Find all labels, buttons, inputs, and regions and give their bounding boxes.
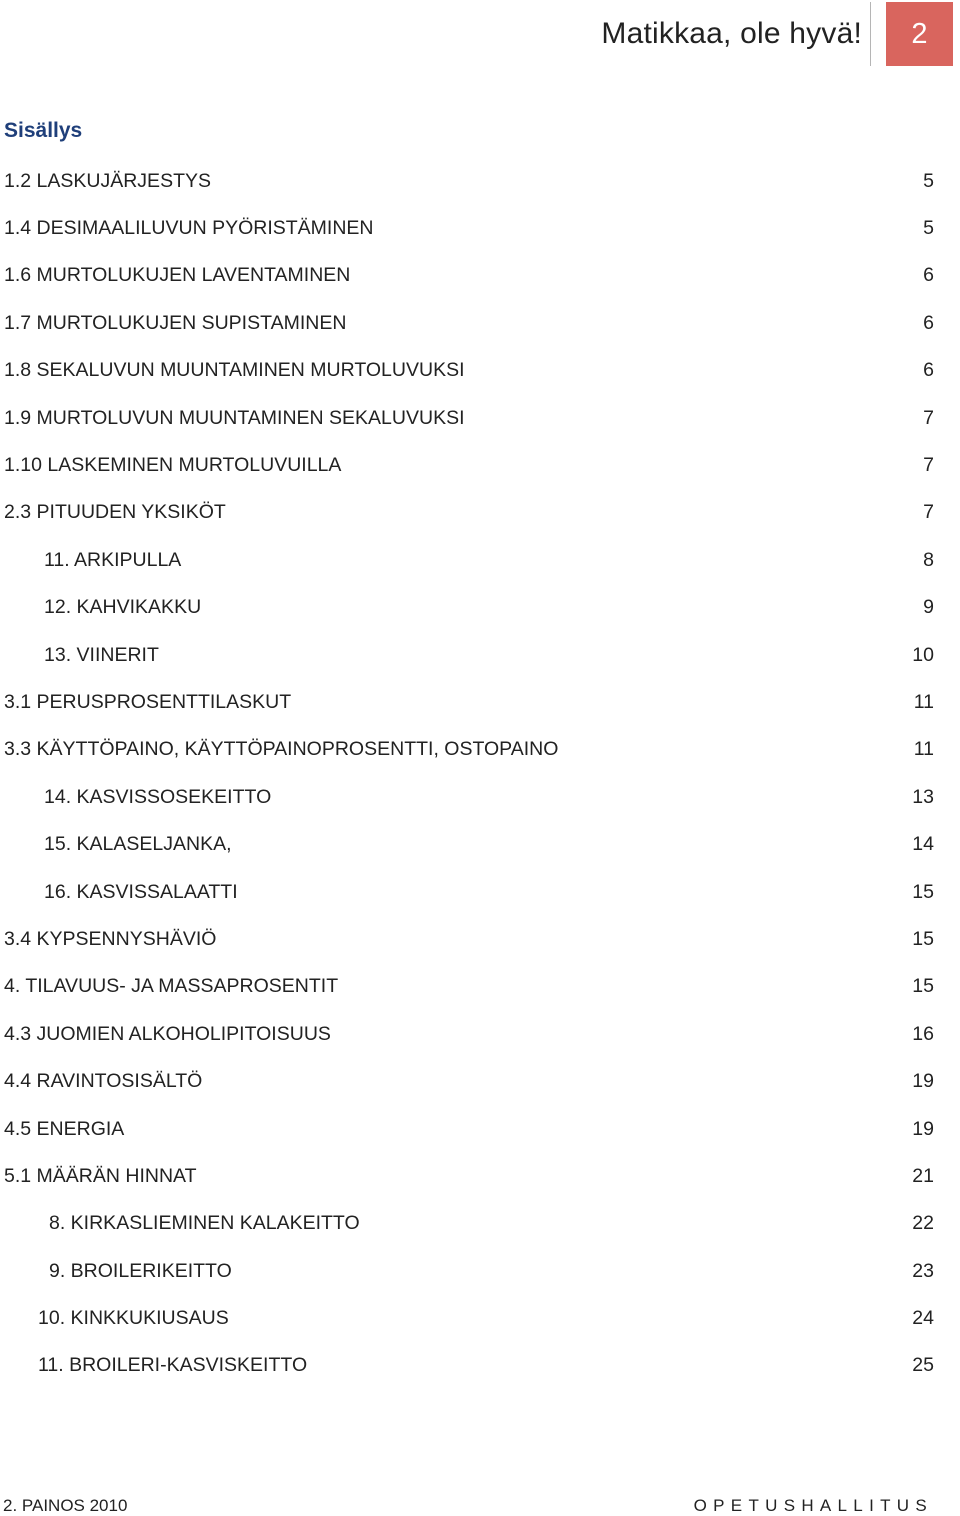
toc-entry-page: 10 — [912, 643, 934, 666]
toc-entry-page: 24 — [912, 1307, 934, 1330]
toc-entry[interactable] — [0, 631, 934, 678]
toc-dot-leader — [183, 549, 920, 571]
toc-entry-page: 7 — [923, 406, 934, 429]
toc-entry-label: 3.1 PERUSPROSENTTILASKUT — [4, 690, 292, 713]
toc-entry-label: 13. VIINERIT — [44, 643, 159, 666]
toc-entry[interactable] — [0, 1247, 934, 1294]
toc-entry-page: 13 — [912, 785, 934, 808]
toc-dot-leader — [352, 264, 920, 286]
toc-entry[interactable] — [0, 773, 934, 820]
toc-dot-leader — [348, 312, 920, 334]
toc-entry-label: 1.8 SEKALUVUN MUUNTAMINEN MURTOLUVUKSI — [4, 359, 465, 382]
toc-entry-page: 19 — [912, 1070, 934, 1093]
toc-entry[interactable] — [0, 1057, 934, 1104]
toc-dot-leader — [467, 407, 921, 429]
toc-dot-leader — [161, 644, 909, 666]
toc-dot-leader — [213, 170, 920, 192]
toc-entry-label: 1.7 MURTOLUKUJEN SUPISTAMINEN — [4, 311, 347, 334]
toc-entry-page: 8 — [923, 548, 934, 571]
toc-dot-leader — [228, 501, 920, 523]
toc-dot-leader — [293, 691, 911, 713]
running-header-title: Matikkaa, ole hyvä! — [601, 17, 862, 50]
toc-dot-leader — [240, 881, 910, 903]
toc-entry-page: 21 — [912, 1164, 934, 1187]
toc-entry-page: 23 — [912, 1259, 934, 1282]
toc-entry-label: 10. KINKKUKIUSAUS — [38, 1307, 229, 1330]
toc-entry[interactable] — [0, 868, 934, 915]
toc-dot-leader — [204, 1070, 909, 1092]
toc-entry-page: 14 — [912, 833, 934, 856]
toc-dot-leader — [234, 1260, 910, 1282]
toc-entry[interactable] — [0, 441, 934, 488]
toc-entry-page: 7 — [923, 501, 934, 524]
toc-entry[interactable] — [0, 678, 934, 725]
toc-dot-leader — [309, 1354, 909, 1376]
toc-dot-leader — [362, 1212, 910, 1234]
toc-entry-label: 8. KIRKASLIEMINEN KALAKEITTO — [49, 1212, 360, 1235]
toc-dot-leader — [218, 928, 909, 950]
toc-dot-leader — [203, 596, 920, 618]
toc-entry[interactable] — [0, 347, 934, 394]
toc-entry-label: 3.4 KYPSENNYSHÄVIÖ — [4, 927, 217, 950]
toc-entry-page: 22 — [912, 1212, 934, 1235]
toc-entry[interactable] — [0, 963, 934, 1010]
toc-entry-label: 14. KASVISSOSEKEITTO — [44, 785, 272, 808]
toc-dot-leader — [560, 738, 910, 760]
toc-entry-label: 3.3 KÄYTTÖPAINO, KÄYTTÖPAINOPROSENTTI, OSTOPAINO — [4, 738, 559, 761]
toc-entry-label: 4.3 JUOMIEN ALKOHOLIPITOISUUS — [4, 1022, 331, 1045]
toc-entry[interactable] — [0, 204, 934, 251]
header-divider — [870, 2, 871, 66]
toc-entry[interactable] — [0, 1200, 934, 1247]
toc-dot-leader — [340, 975, 909, 997]
toc-entry-label: 1.9 MURTOLUVUN MUUNTAMINEN SEKALUVUKSI — [4, 406, 465, 429]
toc-heading: Sisällys — [4, 119, 83, 142]
toc-entry-label: 16. KASVISSALAATTI — [44, 880, 238, 903]
toc-entry[interactable] — [0, 820, 934, 867]
toc-entry[interactable] — [0, 1294, 934, 1341]
toc-dot-leader — [467, 359, 921, 381]
toc-dot-leader — [231, 1307, 910, 1329]
toc-entry-label: 1.2 LASKUJÄRJESTYS — [4, 169, 211, 192]
toc-entry-label: 4. TILAVUUS- JA MASSAPROSENTIT — [4, 975, 339, 998]
toc-entry-label: 12. KAHVIKAKKU — [44, 596, 202, 619]
toc-entry[interactable] — [0, 1152, 934, 1199]
toc-entry-page: 5 — [923, 169, 934, 192]
toc-dot-leader — [333, 1023, 909, 1045]
toc-dot-leader — [343, 454, 920, 476]
toc-entry[interactable] — [0, 536, 934, 583]
toc-entry-label: 5.1 MÄÄRÄN HINNAT — [4, 1164, 197, 1187]
toc-entry-page: 7 — [923, 454, 934, 477]
toc-entry-page: 25 — [912, 1354, 934, 1377]
toc-entry[interactable] — [0, 394, 934, 441]
toc-entry-page: 15 — [912, 975, 934, 998]
toc-entry-page: 5 — [923, 217, 934, 240]
toc-entry[interactable] — [0, 299, 934, 346]
toc-entry-page: 16 — [912, 1022, 934, 1045]
toc-entry[interactable] — [0, 1010, 934, 1057]
toc-entry-label: 2.3 PITUUDEN YKSIKÖT — [4, 501, 226, 524]
toc-entry[interactable] — [0, 584, 934, 631]
toc-entry-label: 1.4 DESIMAALILUVUN PYÖRISTÄMINEN — [4, 217, 374, 240]
toc-entry-label: 11. ARKIPULLA — [44, 548, 182, 571]
toc-entry-label: 9. BROILERIKEITTO — [49, 1259, 232, 1282]
footer-edition: 2. PAINOS 2010 — [3, 1496, 128, 1515]
toc-entry[interactable] — [0, 157, 934, 204]
toc-entry-page: 11 — [913, 690, 934, 713]
toc-entry-label: 4.5 ENERGIA — [4, 1117, 125, 1140]
toc-entry[interactable] — [0, 489, 934, 536]
toc-entry-label: 4.4 RAVINTOSISÄLTÖ — [4, 1070, 203, 1093]
toc-entry-label: 1.6 MURTOLUKUJEN LAVENTAMINEN — [4, 264, 351, 287]
toc-dot-leader — [376, 217, 921, 239]
table-of-contents — [0, 157, 934, 1389]
toc-entry-label: 15. KALASELJANKA, — [44, 833, 232, 856]
toc-entry-page: 15 — [912, 880, 934, 903]
toc-dot-leader — [273, 786, 909, 808]
toc-entry-page: 6 — [923, 311, 934, 334]
footer-publisher: OPETUSHALLITUS — [693, 1496, 933, 1515]
page-number-badge: 2 — [886, 2, 953, 66]
toc-entry[interactable] — [0, 252, 934, 299]
toc-dot-leader — [126, 1118, 909, 1140]
toc-entry-page: 19 — [912, 1117, 934, 1140]
toc-entry[interactable] — [0, 915, 934, 962]
toc-entry-page: 11 — [913, 738, 934, 761]
toc-entry-page: 6 — [923, 359, 934, 382]
toc-entry-label: 1.10 LASKEMINEN MURTOLUVUILLA — [4, 454, 342, 477]
toc-entry-page: 9 — [923, 596, 934, 619]
toc-entry[interactable] — [0, 726, 934, 773]
toc-entry-page: 15 — [912, 927, 934, 950]
toc-dot-leader — [234, 833, 910, 855]
toc-entry-page: 6 — [923, 264, 934, 287]
toc-entry-label: 11. BROILERI-KASVISKEITTO — [38, 1354, 308, 1377]
toc-entry[interactable] — [0, 1105, 934, 1152]
toc-dot-leader — [199, 1165, 910, 1187]
toc-entry[interactable] — [0, 1342, 934, 1389]
